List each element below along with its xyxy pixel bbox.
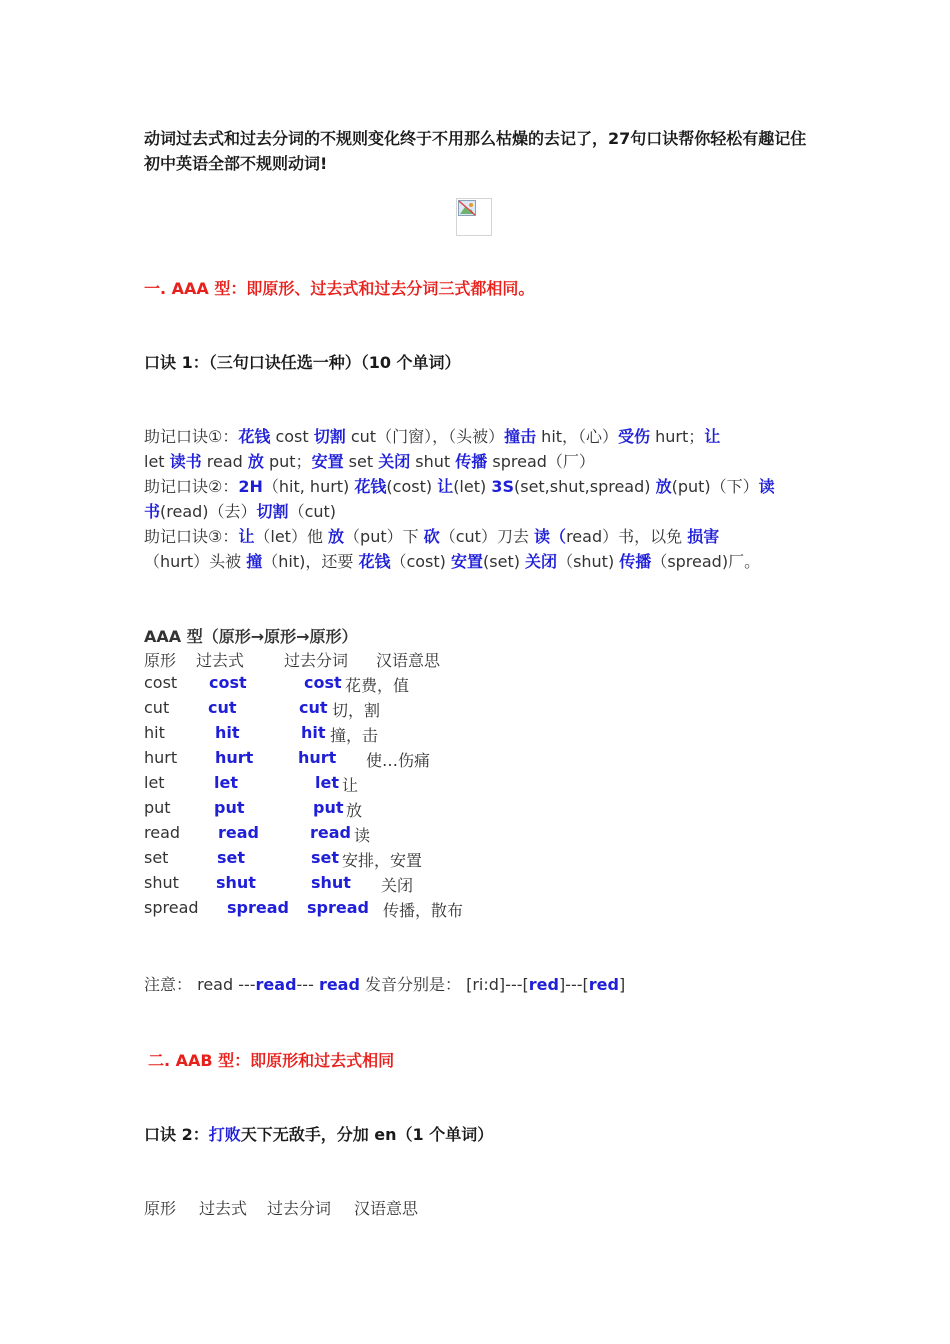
- mnemonic-2-line: [144, 474, 816, 524]
- text: （hit)，还要: [262, 552, 359, 571]
- cell-meaning: 花费，值: [345, 676, 410, 695]
- text: 天下无敌手，分加 en（1 个单词）: [240, 1125, 494, 1144]
- keyword: 切割: [313, 427, 346, 446]
- keyword: 让: [704, 427, 721, 446]
- cell-base: hit: [144, 723, 165, 742]
- text: read）书，以免: [566, 527, 688, 546]
- keyword: 2H: [238, 477, 263, 496]
- header-meaning: 汉语意思: [354, 1199, 419, 1218]
- cell-pp: let: [315, 773, 339, 792]
- cell-past: set: [217, 848, 246, 867]
- cell-base: shut: [144, 873, 179, 892]
- keyword: 花钱: [358, 552, 391, 571]
- keyword: 切割: [256, 502, 289, 521]
- cell-meaning: 读: [354, 826, 371, 845]
- cell-pp: cut: [299, 698, 328, 717]
- keyword: 读: [758, 477, 775, 496]
- cell-meaning: 传播，散布: [383, 901, 464, 920]
- keyword: 受伤: [618, 427, 651, 446]
- header-pp: 过去分词: [267, 1199, 332, 1218]
- keyword: 撞击: [504, 427, 537, 446]
- text: （cut）刀去: [439, 527, 535, 546]
- mnemonic-1-line: [144, 424, 816, 474]
- cell-past: put: [214, 798, 245, 817]
- cell-past: hit: [215, 723, 240, 742]
- keyword: 花钱: [238, 427, 271, 446]
- keyword: red: [588, 975, 619, 994]
- label: 助记口诀①：: [144, 427, 239, 446]
- keyword: 损害: [687, 527, 720, 546]
- text: 口诀 2：: [144, 1125, 209, 1144]
- cell-meaning: 放: [346, 801, 363, 820]
- image-placeholder: [456, 198, 492, 236]
- cell-pp: shut: [311, 873, 351, 892]
- text: spread（厂）: [487, 452, 595, 471]
- text: （cut): [288, 502, 337, 521]
- cell-past: let: [214, 773, 238, 792]
- cell-base: hurt: [144, 748, 178, 767]
- keyword: 让: [437, 477, 454, 496]
- table-row: [144, 723, 544, 748]
- mnemonic1-heading: 口诀 1：（三句口诀任选一种）（10 个单词）: [144, 353, 461, 372]
- label: 助记口诀③：: [144, 527, 239, 546]
- cell-base: spread: [144, 898, 199, 917]
- mnemonic2-heading: [144, 1122, 493, 1145]
- text: （cost): [390, 552, 451, 571]
- cell-pp: spread: [307, 898, 369, 917]
- keyword: 放: [247, 452, 264, 471]
- table-row: [144, 673, 544, 698]
- header-base: 原形: [144, 651, 177, 670]
- text: 注意： read ---: [144, 975, 256, 994]
- keyword: 传播: [455, 452, 488, 471]
- cell-base: set: [144, 848, 169, 867]
- text: shut: [410, 452, 456, 471]
- table1-title: AAA 型（原形→原形→原形）: [144, 627, 358, 646]
- table-row: [144, 898, 544, 923]
- text: （spread)厂。: [651, 552, 761, 571]
- text: （hurt）头被: [144, 552, 247, 571]
- section1-heading: 一. AAA 型：即原形、过去式和过去分词三式都相同。: [144, 279, 535, 298]
- cell-meaning: 让: [342, 776, 359, 795]
- text: (set,shut,spread): [513, 477, 656, 496]
- text: cut（门窗），（头被）: [345, 427, 505, 446]
- text: （let）他: [254, 527, 329, 546]
- keyword: 安置: [311, 452, 344, 471]
- text: (put)（下）: [671, 477, 759, 496]
- text: （shut): [557, 552, 620, 571]
- table-row: [144, 698, 544, 723]
- table-header: [144, 648, 544, 673]
- keyword: 关闭: [378, 452, 411, 471]
- cell-pp: read: [310, 823, 351, 842]
- text: ]: [618, 975, 626, 994]
- cell-past: spread: [227, 898, 289, 917]
- keyword: 读（: [534, 527, 567, 546]
- section2-heading: 二. AAB 型：即原形和过去式相同: [148, 1051, 395, 1070]
- cell-pp: hit: [301, 723, 326, 742]
- keyword: 书: [144, 502, 161, 521]
- table-row: [144, 873, 544, 898]
- header-pp: 过去分词: [284, 651, 349, 670]
- table-row: [144, 823, 544, 848]
- text: hit，（心）: [536, 427, 619, 446]
- text: read: [201, 452, 248, 471]
- cell-base: put: [144, 798, 171, 817]
- text: ---: [296, 975, 319, 994]
- cell-pp: set: [311, 848, 340, 867]
- text: let: [144, 452, 170, 471]
- intro-text: 动词过去式和过去分词的不规则变化终于不用那么枯燥的去记了，27句口诀帮你轻松有趣记住初中英语全部不规则动词!: [144, 129, 807, 173]
- header-past: 过去式: [199, 1199, 248, 1218]
- cell-base: cost: [144, 673, 178, 692]
- cell-pp: put: [313, 798, 344, 817]
- table-row: [144, 773, 544, 798]
- keyword: 读书: [169, 452, 202, 471]
- keyword: read: [255, 975, 297, 994]
- text: (cost): [386, 477, 438, 496]
- cell-past: cut: [208, 698, 237, 717]
- table-row: [144, 748, 544, 773]
- cell-past: cost: [209, 673, 247, 692]
- keyword: 关闭: [525, 552, 558, 571]
- table-row: [144, 798, 544, 823]
- mnemonic-3-line: [144, 524, 816, 574]
- text: ]---[: [558, 975, 589, 994]
- text: (read)（去）: [160, 502, 257, 521]
- cell-past: read: [218, 823, 259, 842]
- keyword: 打败: [208, 1125, 241, 1144]
- keyword: read: [318, 975, 360, 994]
- cell-past: hurt: [215, 748, 254, 767]
- cell-base: let: [144, 773, 165, 792]
- cell-meaning: 切，割: [332, 701, 381, 720]
- cell-base: read: [144, 823, 181, 842]
- cell-pp: cost: [304, 673, 342, 692]
- broken-image-icon: [458, 200, 476, 216]
- keyword: 撞: [246, 552, 263, 571]
- pronunciation-note: [144, 972, 625, 995]
- keyword: 放: [328, 527, 345, 546]
- header-meaning: 汉语意思: [376, 651, 441, 670]
- aaa-verb-table: [144, 648, 544, 923]
- keyword: red: [528, 975, 559, 994]
- text: （hit, hurt): [262, 477, 355, 496]
- keyword: 传播: [619, 552, 652, 571]
- table-row: [144, 848, 544, 873]
- text: (set): [483, 552, 526, 571]
- keyword: 放: [655, 477, 672, 496]
- text: (let): [453, 477, 492, 496]
- keyword: 让: [238, 527, 255, 546]
- table-body: [144, 673, 544, 923]
- cell-meaning: 撞，击: [330, 726, 379, 745]
- cell-base: cut: [144, 698, 170, 717]
- header-past: 过去式: [196, 651, 245, 670]
- cell-meaning: 关闭: [381, 876, 414, 895]
- text: cost: [270, 427, 314, 446]
- label: 助记口诀②：: [144, 477, 239, 496]
- cell-past: shut: [216, 873, 256, 892]
- keyword: 3S: [491, 477, 514, 496]
- header-base: 原形: [144, 1199, 177, 1218]
- cell-pp: hurt: [298, 748, 337, 767]
- keyword: 花钱: [354, 477, 387, 496]
- text: put；: [263, 452, 312, 471]
- text: set: [343, 452, 379, 471]
- cell-meaning: 使…伤痛: [366, 751, 431, 770]
- text: 发音分别是： [ri:d]---[: [359, 975, 529, 994]
- text: hurt；: [650, 427, 705, 446]
- mnemonic-paragraph: [144, 424, 816, 574]
- keyword: 安置: [451, 552, 484, 571]
- keyword: 砍: [423, 527, 440, 546]
- text: （put）下: [344, 527, 424, 546]
- cell-meaning: 安排，安置: [342, 851, 423, 870]
